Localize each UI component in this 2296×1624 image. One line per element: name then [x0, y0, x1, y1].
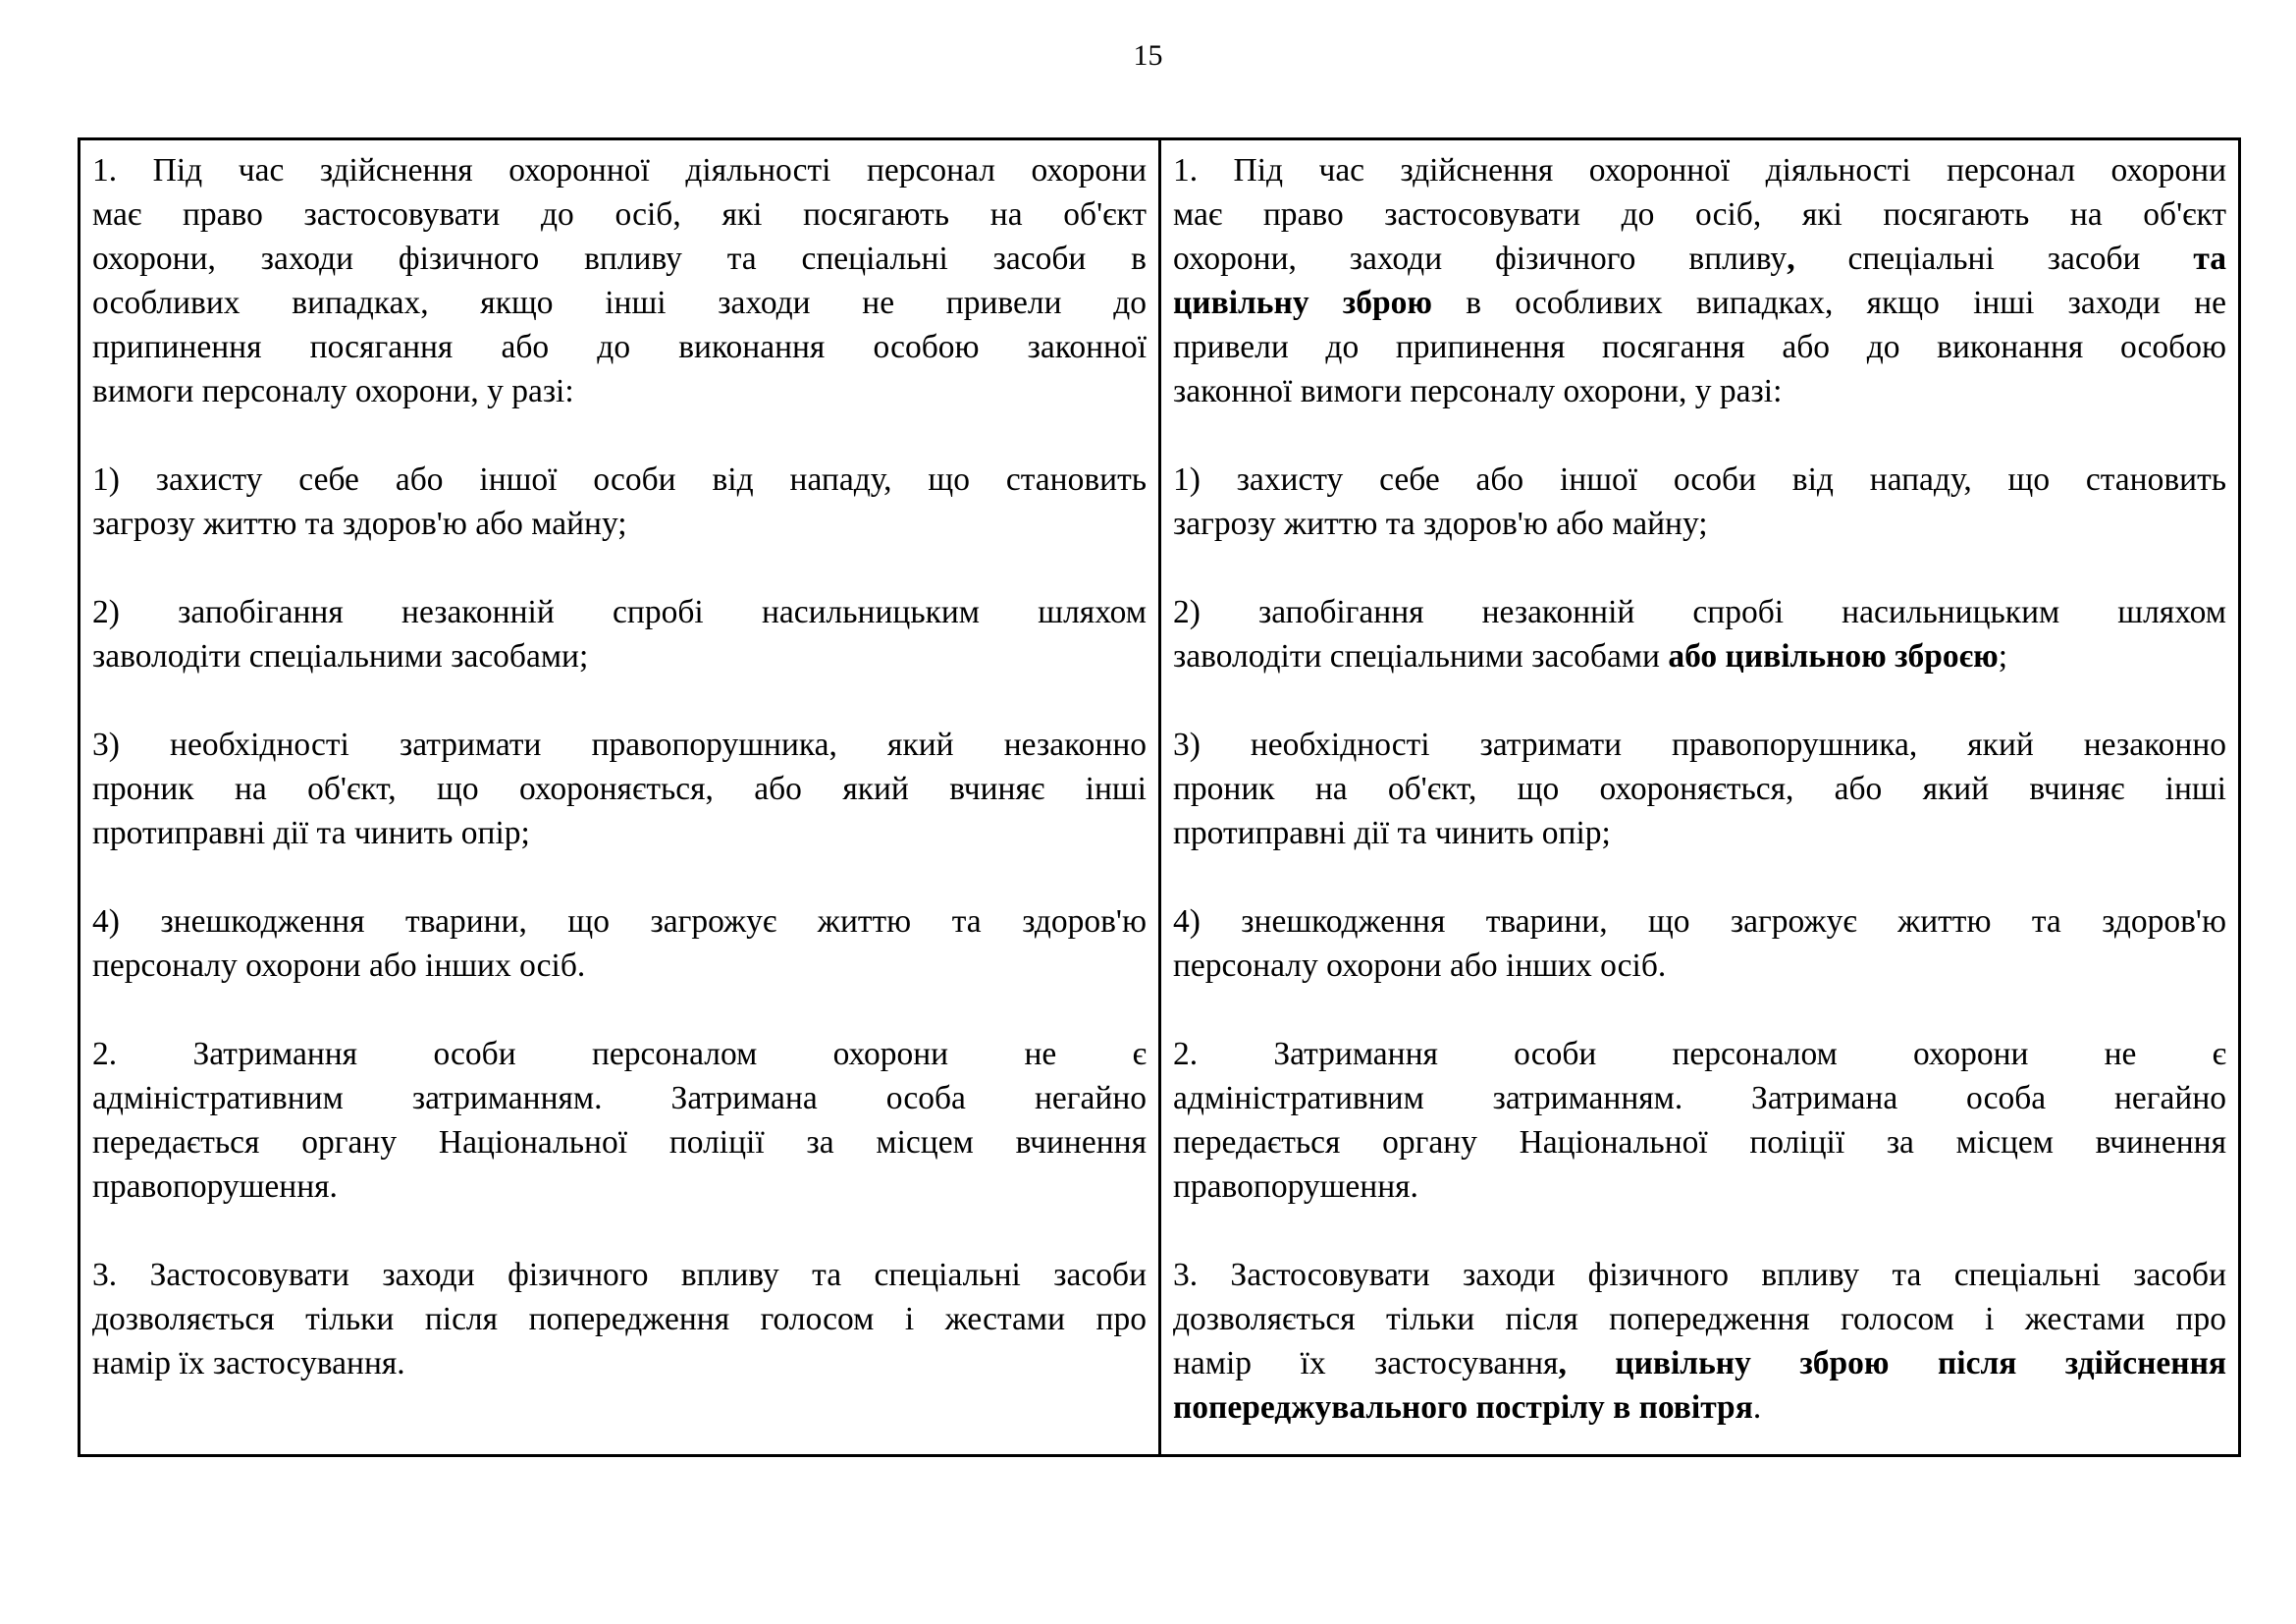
text-line: персоналу охорони або інших осіб.	[92, 947, 586, 984]
text-run: ;	[1998, 638, 2008, 675]
paragraph	[92, 1253, 1147, 1385]
paragraph	[92, 148, 1147, 413]
text-run: проник на об'єкт, що охороняється, або який вчиняє інші	[1173, 771, 2226, 807]
text-run: заволодіти спеціальними засобами	[1173, 638, 1669, 675]
text-line: має право застосовувати до осіб, які посягають на об'єкт	[92, 196, 1147, 233]
text-run: персоналу охорони або інших осіб.	[1173, 947, 1667, 984]
text-line	[1173, 1032, 2226, 1076]
text-line: 4) знешкодження тварини, що загрожує життю та здоров'ю	[92, 903, 1147, 940]
text-run: 3. Застосовувати заходи фізичного впливу та спеціальні засоби	[1173, 1257, 2226, 1293]
text-line	[1173, 1341, 2226, 1385]
paragraph	[1173, 723, 2226, 855]
text-line: правопорушення.	[92, 1168, 338, 1205]
text-run: в особливих випадках, якщо інші заходи не	[1431, 285, 2226, 321]
text-run: 4) знешкодження тварини, що загрожує життю та здоров'ю	[1173, 903, 2226, 940]
text-run: намір їх застосування	[1173, 1345, 1559, 1381]
paragraph	[92, 899, 1147, 988]
text-run: 1. Під час здійснення охоронної діяльності персонал охорони	[1173, 152, 2226, 189]
text-line	[1173, 502, 2226, 546]
text-run: охорони, заходи фізичного впливу	[1173, 241, 1788, 277]
text-line: намір їх застосування.	[92, 1345, 405, 1381]
text-line	[1173, 767, 2226, 811]
table-cell-proposed-text	[1161, 140, 2238, 1454]
text-line	[1173, 369, 2226, 413]
paragraph	[1173, 899, 2226, 988]
text-line	[1173, 148, 2226, 192]
text-line: вимоги персоналу охорони, у разі:	[92, 373, 574, 409]
text-line: 2) запобігання незаконній спробі насильницьким шляхом	[92, 594, 1147, 630]
text-line: адміністративним затриманням. Затримана особа негайно	[92, 1080, 1147, 1116]
text-run: 2. Затримання особи персоналом охорони не є	[1173, 1036, 2226, 1072]
text-run: 2) запобігання незаконній спробі насильницьким шляхом	[1173, 594, 2226, 630]
bold-amendment-text: або цивільною зброєю	[1668, 638, 1999, 675]
paragraph	[1173, 1032, 2226, 1209]
text-line	[1173, 1076, 2226, 1120]
paragraph	[1173, 458, 2226, 546]
text-run: передається органу Національної поліції за місцем вчинення	[1173, 1124, 2226, 1161]
bold-amendment-text: , цивільну зброю після здійснення	[1558, 1345, 2226, 1381]
text-run: 1) захисту себе або іншої особи від нападу, що становить	[1173, 461, 2226, 498]
text-run: адміністративним затриманням. Затримана особа негайно	[1173, 1080, 2226, 1116]
text-line: 1. Під час здійснення охоронної діяльності персонал охорони	[92, 152, 1147, 189]
text-line: дозволяється тільки після попередження голосом і жестами про	[92, 1301, 1147, 1337]
paragraph	[1173, 590, 2226, 678]
table-cell-current-text	[80, 140, 1161, 1454]
text-line: 1) захисту себе або іншої особи від нападу, що становить	[92, 461, 1147, 498]
text-run: .	[1752, 1389, 1762, 1426]
text-line	[1173, 325, 2226, 369]
text-line	[1173, 1385, 2226, 1430]
text-line	[1173, 944, 2226, 988]
text-line	[1173, 192, 2226, 237]
text-line	[1173, 1297, 2226, 1341]
text-line	[1173, 1164, 2226, 1209]
text-line	[1173, 811, 2226, 855]
paragraph	[92, 590, 1147, 678]
paragraph	[92, 458, 1147, 546]
bold-amendment-text: цивільну зброю	[1173, 285, 1432, 321]
text-run: законної вимоги персоналу охорони, у разі:	[1173, 373, 1783, 409]
text-line: загрозу життю та здоров'ю або майну;	[92, 506, 627, 542]
text-run: дозволяється тільки після попередження голосом і жестами про	[1173, 1301, 2226, 1337]
paragraph	[1173, 1253, 2226, 1430]
text-line: протиправні дії та чинить опір;	[92, 815, 530, 851]
text-run: загрозу життю та здоров'ю або майну;	[1173, 506, 1708, 542]
text-run: правопорушення.	[1173, 1168, 1418, 1205]
text-line: передається органу Національної поліції за місцем вчинення	[92, 1124, 1147, 1161]
text-run: має право застосовувати до осіб, які посягають на об'єкт	[1173, 196, 2226, 233]
text-line: 2. Затримання особи персоналом охорони не є	[92, 1036, 1147, 1072]
text-line	[1173, 281, 2226, 325]
bold-amendment-text: ,	[1787, 241, 1795, 277]
text-line	[1173, 1120, 2226, 1164]
bold-amendment-text: та	[2193, 241, 2226, 277]
text-line: особливих випадках, якщо інші заходи не привели до	[92, 285, 1147, 321]
text-line	[1173, 634, 2226, 678]
text-line	[1173, 899, 2226, 944]
text-line: 3. Застосовувати заходи фізичного впливу та спеціальні засоби	[92, 1257, 1147, 1293]
page-number: 15	[1133, 39, 1163, 72]
bold-amendment-text: попереджувального пострілу в повітря	[1173, 1389, 1753, 1426]
text-line	[1173, 723, 2226, 767]
text-run: привели до припинення посягання або до виконання особою	[1173, 329, 2226, 365]
text-line	[1173, 1253, 2226, 1297]
text-line: 3) необхідності затримати правопорушника, який незаконно	[92, 727, 1147, 763]
text-line: заволодіти спеціальними засобами;	[92, 638, 589, 675]
text-line: охорони, заходи фізичного впливу та спеціальні засоби в	[92, 241, 1147, 277]
paragraph	[1173, 148, 2226, 413]
text-run: спеціальні засоби	[1794, 241, 2194, 277]
text-line	[1173, 590, 2226, 634]
text-run: 3) необхідності затримати правопорушника, який незаконно	[1173, 727, 2226, 763]
comparison-table	[78, 137, 2241, 1457]
text-line: проник на об'єкт, що охороняється, або який вчиняє інші	[92, 771, 1147, 807]
text-run: протиправні дії та чинить опір;	[1173, 815, 1611, 851]
paragraph	[92, 1032, 1147, 1209]
text-line	[1173, 237, 2226, 281]
text-line	[1173, 458, 2226, 502]
text-line: припинення посягання або до виконання особою законної	[92, 329, 1147, 365]
paragraph	[92, 723, 1147, 855]
